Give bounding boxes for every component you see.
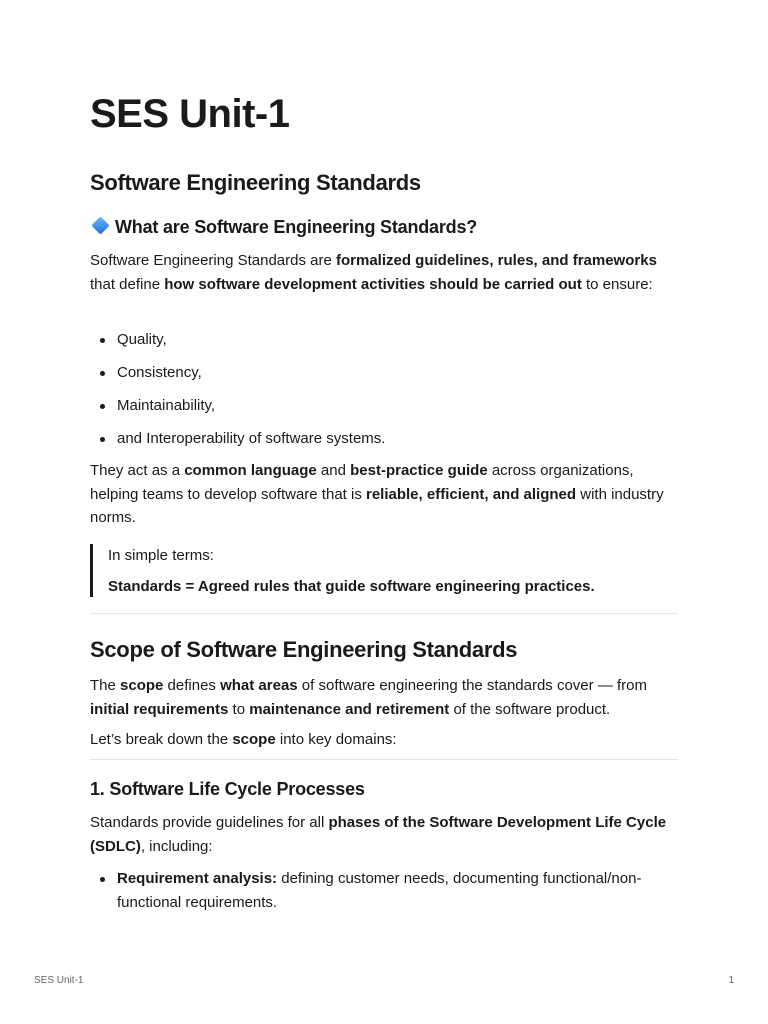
- divider: [90, 613, 678, 614]
- quote-line-bold: Standards = Agreed rules that guide software engineering practices.: [108, 578, 595, 595]
- bullet-list: [90, 867, 678, 914]
- list-item: and Interoperability of software systems.: [90, 427, 678, 451]
- paragraph: The scope defines what areas of software engineering the standards cover — from initial requirements to maintenance and retirement of the software product.: [90, 677, 647, 718]
- diamond-icon: [91, 216, 109, 234]
- divider: [90, 759, 678, 760]
- bullet-list: [90, 328, 678, 451]
- list-item: Requirement analysis: defining customer needs, documenting functional/non-functional requirements.: [90, 867, 678, 914]
- list-item: Consistency,: [90, 361, 678, 385]
- intro-paragraph: Software Engineering Standards are formalized guidelines, rules, and frameworks that define how software development activities should be carried out to ensure:: [90, 252, 657, 293]
- page-title: SES Unit-1: [90, 92, 290, 136]
- list-item: Quality,: [90, 328, 678, 352]
- quote-line: In simple terms:: [108, 547, 214, 564]
- list-item: Maintainability,: [90, 394, 678, 418]
- footer-page-number: 1: [728, 975, 734, 986]
- paragraph: Let’s break down the scope into key domains:: [90, 731, 397, 748]
- section-heading: Software Engineering Standards: [90, 170, 421, 195]
- section-heading: Scope of Software Engineering Standards: [90, 637, 518, 662]
- subheading: [90, 217, 678, 238]
- paragraph: They act as a common language and best-practice guide across organizations, helping teams to develop software that is reliable, efficient, and aligned with industry norms.: [90, 462, 664, 526]
- footer-left: SES Unit-1: [34, 975, 84, 986]
- blockquote: [90, 544, 678, 597]
- subsection-heading: 1. Software Life Cycle Processes: [90, 779, 365, 799]
- paragraph: Standards provide guidelines for all phases of the Software Development Life Cycle (SDLC), including:: [90, 814, 667, 855]
- subheading-text: What are Software Engineering Standards?: [115, 217, 478, 237]
